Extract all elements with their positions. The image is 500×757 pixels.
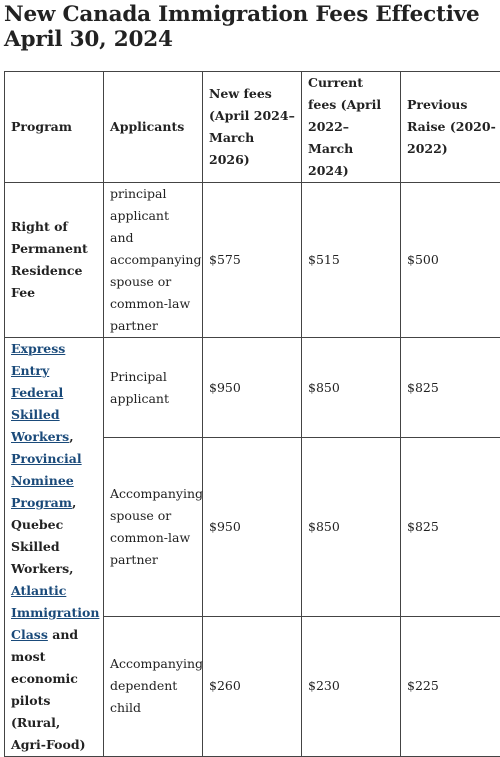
header-program: Program [5,72,104,183]
applicants-cell: principal applicant and accompanying spouse or common-law partner [104,183,203,338]
current-fee-cell: $850 [302,438,401,616]
program-cell: Right of Permanent Residence Fee [5,183,104,338]
applicants-cell: Principal applicant [104,338,203,438]
header-current-fees: Current fees (April 2022–March 2024) [302,72,401,183]
table-row [5,183,500,338]
table-row [5,338,500,438]
current-fee-cell: $515 [302,183,401,338]
previous-raise-cell: $825 [401,338,500,438]
atlantic-immigration-link[interactable]: Atlantic Immigration Class [11,583,99,642]
previous-raise-cell: $825 [401,438,500,616]
new-fee-cell: $950 [203,338,302,438]
previous-raise-cell: $500 [401,183,500,338]
express-entry-link[interactable]: Express Entry Federal Skilled Workers [11,341,69,444]
separator: , [69,429,73,444]
applicants-cell: Accompanying spouse or common-law partner [104,438,203,616]
current-fee-cell: $230 [302,616,401,756]
new-fee-cell: $950 [203,438,302,616]
table-header-row [5,72,500,183]
program-group-cell [5,338,104,757]
header-new-fees: New fees (April 2024–March 2026) [203,72,302,183]
separator: , [72,495,76,510]
page-title: New Canada Immigration Fees Effective April 30, 2024 [0,0,500,56]
header-previous-raise: Previous Raise (2020-2022) [401,72,500,183]
provincial-nominee-link[interactable]: Provincial Nominee Program [11,451,82,510]
fees-table [4,71,500,757]
applicants-cell: Accompanying dependent child [104,616,203,756]
current-fee-cell: $850 [302,338,401,438]
new-fee-cell: $575 [203,183,302,338]
economic-pilots-text: and most economic pilots (Rural, Agri-Food) [11,627,85,752]
previous-raise-cell: $225 [401,616,500,756]
new-fee-cell: $260 [203,616,302,756]
quebec-text: Quebec Skilled Workers, [11,517,74,576]
header-applicants: Applicants [104,72,203,183]
